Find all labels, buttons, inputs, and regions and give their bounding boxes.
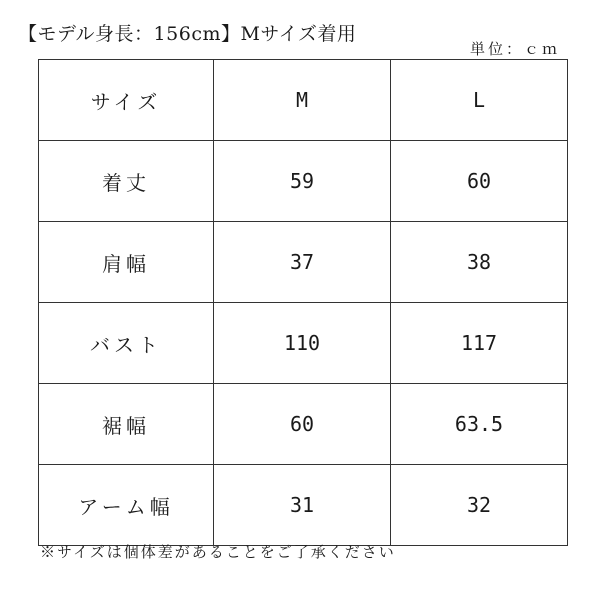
value-m: 110 [214, 303, 391, 384]
row-label: 肩幅 [39, 222, 214, 303]
table-row [39, 222, 568, 303]
table-row [39, 141, 568, 222]
value-m: 59 [214, 141, 391, 222]
value-m: 60 [214, 384, 391, 465]
column-header-m: M [214, 60, 391, 141]
value-l: 60 [391, 141, 568, 222]
size-table [38, 59, 568, 546]
value-l: 117 [391, 303, 568, 384]
row-label: バスト [39, 303, 214, 384]
value-m: 37 [214, 222, 391, 303]
value-l: 38 [391, 222, 568, 303]
table-row [39, 384, 568, 465]
row-label: アーム幅 [39, 465, 214, 546]
table-row [39, 465, 568, 546]
individual-difference-note: ※サイズは個体差があることをご了承ください [40, 543, 396, 561]
row-label: 裾幅 [39, 384, 214, 465]
value-m: 31 [214, 465, 391, 546]
unit-label: 単位：ｃｍ [469, 40, 560, 58]
value-l: 63.5 [391, 384, 568, 465]
value-l: 32 [391, 465, 568, 546]
table-row [39, 303, 568, 384]
column-header-l: L [391, 60, 568, 141]
row-label: 着丈 [39, 141, 214, 222]
table-header-row [39, 60, 568, 141]
model-height-title: 【モデル身長：156cm】Mサイズ着用 [18, 23, 357, 45]
column-header-size: サイズ [39, 60, 214, 141]
